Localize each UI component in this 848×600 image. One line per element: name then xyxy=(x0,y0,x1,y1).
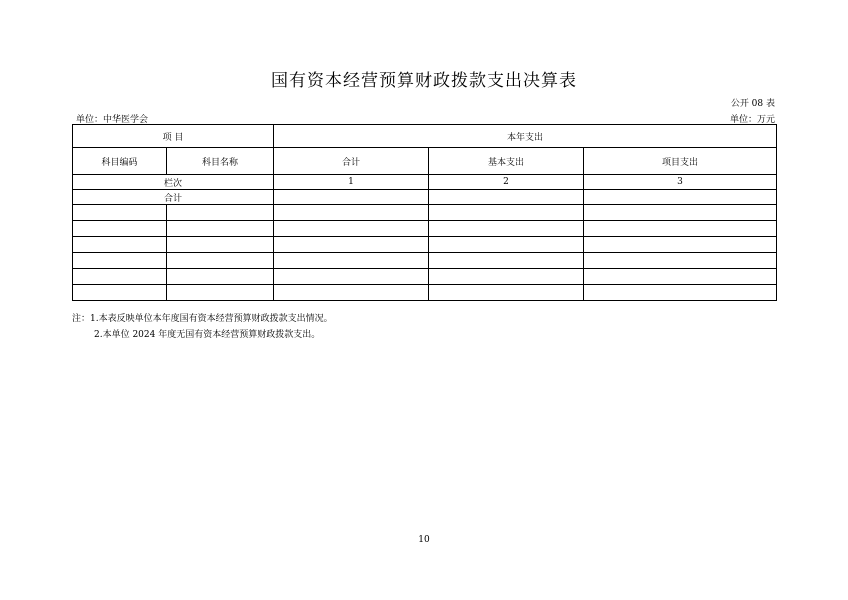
table-cell xyxy=(73,253,167,269)
header-basic-expenditure: 基本支出 xyxy=(429,148,584,175)
page-title: 国有资本经营预算财政拨款支出决算表 xyxy=(271,71,577,91)
header-item: 项 目 xyxy=(73,125,274,148)
column-number-2: 2 xyxy=(429,175,584,190)
total-row-cell xyxy=(274,190,429,205)
table-cell xyxy=(584,253,777,269)
table-cell xyxy=(274,253,429,269)
table-cell xyxy=(584,269,777,285)
note-1: 注：1.本表反映单位本年度国有资本经营预算财政拨款支出情况。 xyxy=(72,314,333,324)
column-number-label: 栏次 xyxy=(73,175,274,190)
table-cell xyxy=(429,253,584,269)
reporting-unit: 单位：中华医学会 xyxy=(76,115,149,125)
table-cell xyxy=(167,285,274,301)
table-cell xyxy=(167,221,274,237)
table-cell xyxy=(429,269,584,285)
table-cell xyxy=(274,237,429,253)
table-cell xyxy=(167,205,274,221)
table-cell xyxy=(274,285,429,301)
table-cell xyxy=(274,269,429,285)
table-cell xyxy=(167,237,274,253)
page-number: 10 xyxy=(418,535,430,545)
table-cell xyxy=(584,285,777,301)
table-cell xyxy=(73,285,167,301)
header-row-1 xyxy=(73,125,777,148)
total-row xyxy=(73,190,777,205)
table-cell xyxy=(429,285,584,301)
table-cell xyxy=(73,205,167,221)
table-row xyxy=(73,285,777,301)
header-project-expenditure: 项目支出 xyxy=(584,148,777,175)
form-number: 公开 08 表 xyxy=(730,99,775,109)
table-cell xyxy=(274,221,429,237)
table-cell xyxy=(167,253,274,269)
header-subject-code: 科目编码 xyxy=(73,148,167,175)
table-cell xyxy=(584,237,777,253)
total-row-cell xyxy=(584,190,777,205)
total-row-cell xyxy=(429,190,584,205)
table-cell xyxy=(167,269,274,285)
table-cell xyxy=(429,221,584,237)
table-cell xyxy=(73,237,167,253)
table-row xyxy=(73,221,777,237)
table-row xyxy=(73,269,777,285)
column-number-1: 1 xyxy=(274,175,429,190)
currency-unit: 单位：万元 xyxy=(729,115,775,125)
table-cell xyxy=(73,269,167,285)
table-row xyxy=(73,237,777,253)
expenditure-table xyxy=(72,124,777,301)
table-cell xyxy=(73,221,167,237)
note-2: 2.本单位 2024 年度无国有资本经营预算财政拨款支出。 xyxy=(94,330,321,340)
table-cell xyxy=(429,237,584,253)
table-cell xyxy=(429,205,584,221)
table-row xyxy=(73,205,777,221)
notes xyxy=(72,311,333,343)
table-cell xyxy=(584,221,777,237)
header-current-year-expenditure: 本年支出 xyxy=(274,125,777,148)
total-row-label: 合计 xyxy=(73,190,274,205)
table-row xyxy=(73,253,777,269)
column-number-row xyxy=(73,175,777,190)
table-cell xyxy=(584,205,777,221)
header-subject-name: 科目名称 xyxy=(167,148,274,175)
header-total: 合计 xyxy=(274,148,429,175)
column-number-3: 3 xyxy=(584,175,777,190)
table-cell xyxy=(274,205,429,221)
header-row-2 xyxy=(73,148,777,175)
